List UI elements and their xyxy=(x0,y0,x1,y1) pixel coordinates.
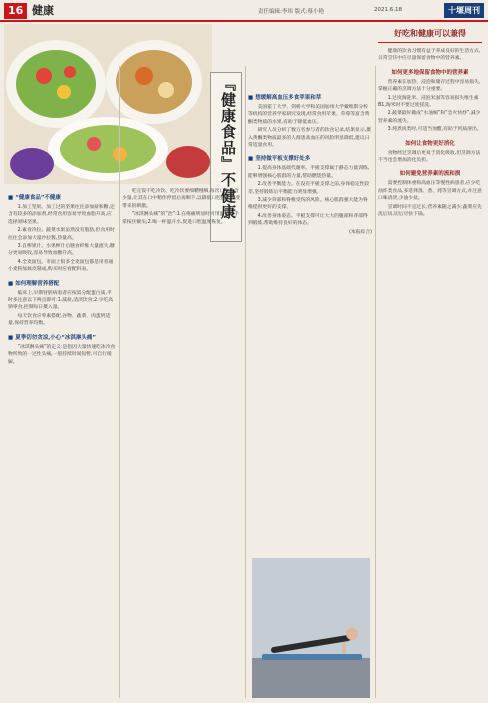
page-header xyxy=(0,0,488,22)
subheading: 如何让食物更好消化 xyxy=(405,140,455,147)
subheading: ■ 夏季切勿贪凉,小心“冰淇淋头痛” xyxy=(8,333,116,341)
feature-title: 『健康食品』不健康 xyxy=(210,72,242,242)
column-4 xyxy=(378,48,482,676)
column-divider xyxy=(119,66,120,698)
paragraph: 研究人员分析了数万名参与者的饮食记录,结果显示,摄入黄酮类物质最多的人群患高血压的风险明显降低,建议日常适量食用。 xyxy=(248,128,371,149)
paragraph: 1.加工坚果。加工过的坚果往往添加盐和糖,还含有较多的添加剂,经常食用容易导致血脂升高,应选择原味坚果。 xyxy=(8,205,115,225)
paragraph: 烹调时间不宜过长,营养素随之减少;蔬菜应先洗后切,切后尽快下锅。 xyxy=(378,204,482,218)
page-number: 16 xyxy=(4,3,27,19)
subheading: ■ 坚持做平板支撑好处多 xyxy=(248,154,372,162)
paragraph: 每天饮食应荤素搭配,谷物、蔬菜、肉蛋奶适量,保持营养均衡。 xyxy=(8,313,111,327)
paragraph: 需要控制体重和高血压等慢性病患者,应少吃油炸类食品,多选择蒸、煮、炖等烹调方式,并注意口味清淡,少油少盐。 xyxy=(378,181,482,202)
column-2 xyxy=(122,188,242,696)
paragraph: 2.蔬菜最好做成“水油焖”和“急火快炒”,减少营养素的流失。 xyxy=(378,111,481,124)
plank-exercise-photo xyxy=(252,558,370,698)
paragraph: 4.全麦面包。市面上很多全麦面包都是用普通小麦粉加麸皮制成,购买时应看配料表。 xyxy=(8,259,114,273)
subheading: ■ 想缓解高血压多食苹果和草 xyxy=(248,93,372,101)
section-title: 健康 xyxy=(32,4,54,17)
subheading: ■ 如何理解营养搭配 xyxy=(8,279,116,287)
column-divider xyxy=(375,66,376,698)
paragraph: 4.改善身体姿态。平板支撑可让大大的腹部和背部得到锻炼,帮助维持良好的体态。 xyxy=(248,213,368,227)
paragraph: 临床上,早期肾脏病患者应按需分配蛋白质,平时多注意以下两点即可:1.减盐,清淡饮食;2.少吃高钠零食,控制每日摄入量。 xyxy=(8,290,114,311)
issue-date: 2021.6.18 xyxy=(374,7,402,13)
paragraph: 健康的饮食习惯有益于养成良好的生活方式,日常烹饪中应尽量保留食物中的营养素。 xyxy=(378,49,481,62)
column-1 xyxy=(8,188,116,696)
paragraph: 美国霍丁大学、剑桥大学和美国加州大学戴维斯分校等机构的营养学家研究发现,经常食用苹果、草莓等富含黄酮类物质的水果,有助于降低血压。 xyxy=(248,105,370,125)
paragraph: 1.提高身体基础代谢率。平板支撑属于静态力量训练,能够增强核心肌群的力量,帮助燃烧热量。 xyxy=(248,166,370,179)
source-note: (本报综合) xyxy=(349,229,372,235)
paragraph: 食物经过烹调后更易于消化吸收,但烹调方法不当也会增加消化负担。 xyxy=(378,150,481,164)
right-headline: 好吃和健康可以兼得 xyxy=(378,28,482,43)
paragraph: 3.自榨果汁。水果榨汁后膳食纤维大量流失,糖分更易吸收,容易导致血糖升高。 xyxy=(8,244,115,257)
subheading: 如何更多地保留食物中的营养素 xyxy=(391,69,469,76)
paragraph: 3.减少背部和脊椎受伤的风险。核心肌群强大能为脊椎提供更好的支撑。 xyxy=(248,198,368,211)
paragraph: “冰淇淋头痛”的定义:是指因大量快速吃冰冷食物所致的一过性头痛,一般持续时间短暂,可自行缓解。 xyxy=(8,344,116,365)
hero-food-photo xyxy=(4,24,212,184)
subheading: ■ “健康食品”不健康 xyxy=(8,193,116,201)
paragraph: “冰淇淋头痛”的“治”:1.在疼痛明显时可用温热的手掌按住额头;2.喝一杯温开水,促进口腔温度恢复。 xyxy=(122,212,239,225)
paragraph: 2.改善平衡能力。在没有平板支撑之前,身体稳定性较差,坚持锻炼后平衡能力明显增强。 xyxy=(248,182,370,195)
column-divider xyxy=(245,66,246,698)
editor-credits: 责任编辑:李玮 版式:蔡小艳 xyxy=(258,9,324,15)
brand-logo: 十堰周刊 xyxy=(444,3,484,18)
paragraph: 2.素食冷拉。蔬菜水果虽然没有脂肪,但食用时往往会添加大量沙拉酱,热量高。 xyxy=(8,228,115,241)
paragraph: 营养素在加热、浸泡和储存过程中容易损失,掌握正确的烹调方法十分重要。 xyxy=(378,79,481,93)
paragraph: 吃完饭不吃冷饮、吃冷饮要细嚼慢咽,每次口中只含少量,让其在口中稍作停留后再咽下,以降低口腔温度骤变带来的刺激。 xyxy=(122,189,241,209)
paragraph: 3.炖煮肉类时,可适当加醋,有助于钙质溶出。 xyxy=(387,127,482,133)
paragraph: 1.过度淘洗米、浸泡米面等容易损失维生素B1,淘米时不要过度搓洗。 xyxy=(378,95,479,109)
subheading: 如何避免营养素的流和损 xyxy=(399,171,461,178)
